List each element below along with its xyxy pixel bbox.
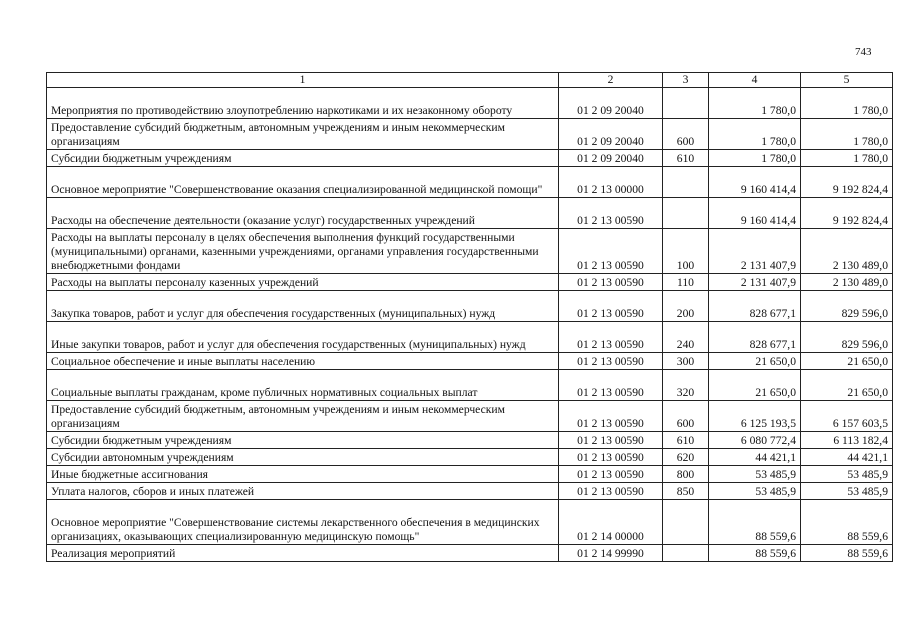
row-name-cell: Предоставление субсидий бюджетным, автономным учреждениям и иным некоммерческим организациям bbox=[47, 119, 559, 150]
row-code-cell: 01 2 14 99990 bbox=[559, 545, 663, 562]
row-value-col4: 9 160 414,4 bbox=[709, 167, 801, 198]
table-header bbox=[47, 73, 893, 88]
row-name-cell: Мероприятия по противодействию злоупотреблению наркотиками и их незаконному обороту bbox=[47, 88, 559, 119]
row-type-cell: 100 bbox=[663, 229, 709, 274]
row-type-cell: 600 bbox=[663, 119, 709, 150]
row-name-cell: Уплата налогов, сборов и иных платежей bbox=[47, 483, 559, 500]
table-row bbox=[47, 401, 893, 432]
row-code-cell: 01 2 09 20040 bbox=[559, 119, 663, 150]
table-row bbox=[47, 274, 893, 291]
row-value-col5: 1 780,0 bbox=[801, 150, 893, 167]
row-value-col4: 53 485,9 bbox=[709, 483, 801, 500]
row-name-cell: Субсидии бюджетным учреждениям bbox=[47, 150, 559, 167]
table-row bbox=[47, 322, 893, 353]
row-name-cell: Субсидии бюджетным учреждениям bbox=[47, 432, 559, 449]
row-value-col4: 21 650,0 bbox=[709, 353, 801, 370]
header-cell: 5 bbox=[801, 73, 893, 88]
row-value-col5: 6 157 603,5 bbox=[801, 401, 893, 432]
row-name-cell: Основное мероприятие "Совершенствование оказания специализированной медицинской помощи" bbox=[47, 167, 559, 198]
table-row bbox=[47, 466, 893, 483]
row-value-col4: 1 780,0 bbox=[709, 150, 801, 167]
row-code-cell: 01 2 13 00000 bbox=[559, 167, 663, 198]
row-type-cell: 300 bbox=[663, 353, 709, 370]
row-value-col4: 2 131 407,9 bbox=[709, 229, 801, 274]
row-name-cell: Расходы на обеспечение деятельности (оказание услуг) государственных учреждений bbox=[47, 198, 559, 229]
header-cell: 3 bbox=[663, 73, 709, 88]
row-type-cell bbox=[663, 500, 709, 545]
row-value-col5: 6 113 182,4 bbox=[801, 432, 893, 449]
row-name-cell: Реализация мероприятий bbox=[47, 545, 559, 562]
row-value-col5: 9 192 824,4 bbox=[801, 167, 893, 198]
row-type-cell bbox=[663, 198, 709, 229]
row-code-cell: 01 2 13 00590 bbox=[559, 274, 663, 291]
row-name-cell: Расходы на выплаты персоналу казенных учреждений bbox=[47, 274, 559, 291]
table-row bbox=[47, 353, 893, 370]
row-code-cell: 01 2 13 00590 bbox=[559, 432, 663, 449]
row-value-col4: 88 559,6 bbox=[709, 500, 801, 545]
row-name-cell: Социальное обеспечение и иные выплаты населению bbox=[47, 353, 559, 370]
table-row bbox=[47, 291, 893, 322]
row-type-cell bbox=[663, 167, 709, 198]
budget-table bbox=[46, 72, 893, 562]
row-value-col4: 6 080 772,4 bbox=[709, 432, 801, 449]
table-row bbox=[47, 229, 893, 274]
row-value-col5: 53 485,9 bbox=[801, 466, 893, 483]
table-row bbox=[47, 88, 893, 119]
row-type-cell: 850 bbox=[663, 483, 709, 500]
row-value-col5: 829 596,0 bbox=[801, 322, 893, 353]
row-name-cell: Иные закупки товаров, работ и услуг для обеспечения государственных (муниципальных) нужд bbox=[47, 322, 559, 353]
row-type-cell: 620 bbox=[663, 449, 709, 466]
row-value-col4: 828 677,1 bbox=[709, 322, 801, 353]
row-type-cell: 610 bbox=[663, 432, 709, 449]
row-value-col4: 88 559,6 bbox=[709, 545, 801, 562]
row-name-cell: Основное мероприятие "Совершенствование системы лекарственного обеспечения в медицинских организациях, оказывающих специализированную медицинскую помощь" bbox=[47, 500, 559, 545]
row-code-cell: 01 2 13 00590 bbox=[559, 449, 663, 466]
row-code-cell: 01 2 14 00000 bbox=[559, 500, 663, 545]
row-type-cell: 610 bbox=[663, 150, 709, 167]
row-value-col4: 1 780,0 bbox=[709, 119, 801, 150]
table-row bbox=[47, 500, 893, 545]
row-value-col4: 44 421,1 bbox=[709, 449, 801, 466]
row-value-col5: 2 130 489,0 bbox=[801, 274, 893, 291]
row-type-cell: 240 bbox=[663, 322, 709, 353]
row-code-cell: 01 2 09 20040 bbox=[559, 150, 663, 167]
header-cell: 4 bbox=[709, 73, 801, 88]
row-value-col4: 21 650,0 bbox=[709, 370, 801, 401]
row-code-cell: 01 2 13 00590 bbox=[559, 483, 663, 500]
row-code-cell: 01 2 13 00590 bbox=[559, 353, 663, 370]
row-code-cell: 01 2 13 00590 bbox=[559, 370, 663, 401]
row-value-col5: 1 780,0 bbox=[801, 88, 893, 119]
table-row bbox=[47, 545, 893, 562]
row-value-col5: 44 421,1 bbox=[801, 449, 893, 466]
row-value-col4: 6 125 193,5 bbox=[709, 401, 801, 432]
row-type-cell: 110 bbox=[663, 274, 709, 291]
table-row bbox=[47, 119, 893, 150]
table-row bbox=[47, 150, 893, 167]
row-code-cell: 01 2 13 00590 bbox=[559, 291, 663, 322]
row-value-col5: 21 650,0 bbox=[801, 353, 893, 370]
table-row bbox=[47, 370, 893, 401]
table-body bbox=[47, 88, 893, 562]
row-name-cell: Субсидии автономным учреждениям bbox=[47, 449, 559, 466]
row-value-col5: 88 559,6 bbox=[801, 545, 893, 562]
row-code-cell: 01 2 13 00590 bbox=[559, 229, 663, 274]
table-row bbox=[47, 432, 893, 449]
row-name-cell: Расходы на выплаты персоналу в целях обеспечения выполнения функций государственными (муниципальными) органами, казенными учреждениями, органами управления государственными внебюджетными фондами bbox=[47, 229, 559, 274]
row-name-cell: Предоставление субсидий бюджетным, автономным учреждениям и иным некоммерческим организациям bbox=[47, 401, 559, 432]
row-code-cell: 01 2 13 00590 bbox=[559, 322, 663, 353]
row-value-col4: 53 485,9 bbox=[709, 466, 801, 483]
table-row bbox=[47, 167, 893, 198]
row-value-col5: 9 192 824,4 bbox=[801, 198, 893, 229]
row-code-cell: 01 2 09 20040 bbox=[559, 88, 663, 119]
row-value-col5: 829 596,0 bbox=[801, 291, 893, 322]
row-name-cell: Закупка товаров, работ и услуг для обеспечения государственных (муниципальных) нужд bbox=[47, 291, 559, 322]
row-value-col4: 1 780,0 bbox=[709, 88, 801, 119]
table-row bbox=[47, 198, 893, 229]
row-value-col5: 21 650,0 bbox=[801, 370, 893, 401]
header-row bbox=[47, 73, 893, 88]
row-type-cell: 320 bbox=[663, 370, 709, 401]
row-type-cell: 200 bbox=[663, 291, 709, 322]
row-code-cell: 01 2 13 00590 bbox=[559, 401, 663, 432]
row-type-cell bbox=[663, 88, 709, 119]
row-value-col5: 53 485,9 bbox=[801, 483, 893, 500]
row-type-cell: 600 bbox=[663, 401, 709, 432]
row-value-col5: 88 559,6 bbox=[801, 500, 893, 545]
row-value-col5: 1 780,0 bbox=[801, 119, 893, 150]
row-type-cell bbox=[663, 545, 709, 562]
table-row bbox=[47, 483, 893, 500]
page-number: 743 bbox=[855, 46, 872, 58]
row-code-cell: 01 2 13 00590 bbox=[559, 466, 663, 483]
row-value-col5: 2 130 489,0 bbox=[801, 229, 893, 274]
header-cell: 1 bbox=[47, 73, 559, 88]
row-type-cell: 800 bbox=[663, 466, 709, 483]
row-value-col4: 828 677,1 bbox=[709, 291, 801, 322]
table-row bbox=[47, 449, 893, 466]
header-cell: 2 bbox=[559, 73, 663, 88]
row-code-cell: 01 2 13 00590 bbox=[559, 198, 663, 229]
row-name-cell: Иные бюджетные ассигнования bbox=[47, 466, 559, 483]
row-value-col4: 9 160 414,4 bbox=[709, 198, 801, 229]
row-value-col4: 2 131 407,9 bbox=[709, 274, 801, 291]
row-name-cell: Социальные выплаты гражданам, кроме публичных нормативных социальных выплат bbox=[47, 370, 559, 401]
